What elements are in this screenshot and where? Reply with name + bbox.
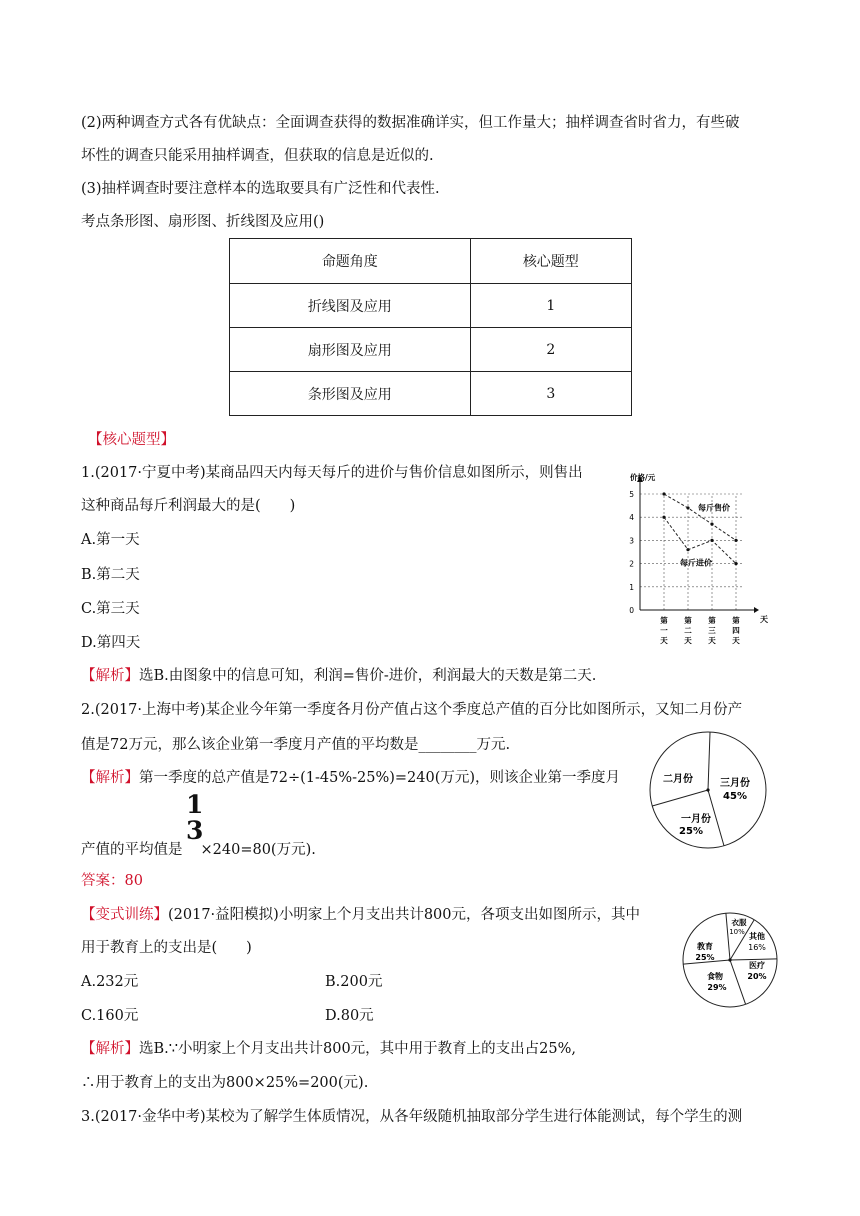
- table-cell: 1: [470, 284, 631, 328]
- analysis-tag: 【解析】: [81, 1041, 139, 1057]
- pie-label-jan: 一月份: [681, 814, 711, 825]
- data-point: [662, 492, 665, 495]
- q1-line2: 这种商品每斤利润最大的是( ): [81, 498, 296, 514]
- topic-table: [229, 238, 632, 416]
- q1-line1: 1.(2017·宁夏中考)某商品四天内每天每斤的进价与售价信息如图所示，则售出: [81, 465, 583, 481]
- pie-label-feb: 二月份: [663, 774, 693, 785]
- data-point: [686, 548, 689, 551]
- pie-pct-cloth: 10%: [729, 928, 745, 936]
- pie-pct-jan: 25%: [679, 826, 703, 837]
- pie-label-food: 食物: [707, 972, 723, 981]
- variant-option-d: D.80元: [325, 1008, 374, 1024]
- para-3: (3)抽样调查时要注意样本的选取要具有广泛性和代表性.: [81, 181, 440, 197]
- q3-line1: 3.(2017·金华中考)某校为了解学生体质情况，从各年级随机抽取部分学生进行体能测试，每个学生的测: [81, 1109, 743, 1125]
- data-point: [734, 562, 737, 565]
- pie-label-other: 其他: [749, 932, 765, 941]
- variant-option-a: A.232元: [81, 974, 139, 990]
- quarter-pie-chart: [648, 728, 772, 852]
- table-row: [230, 284, 632, 328]
- table-header-row: [230, 239, 632, 284]
- y-tick-label: 1: [629, 582, 634, 592]
- x-tick-label: 第: [708, 616, 716, 625]
- table-cell: 2: [470, 328, 631, 372]
- x-tick-label: 二: [684, 626, 692, 635]
- variant-analysis-line1: [81, 1037, 576, 1058]
- sell-price-label: 每斤售价: [698, 503, 730, 513]
- x-tick-label: 天: [660, 636, 668, 645]
- data-point: [686, 506, 689, 509]
- pie-pct-med: 20%: [747, 972, 767, 981]
- fraction-denominator: 3: [186, 816, 204, 845]
- analysis-tag: 【解析】: [81, 770, 139, 786]
- q2-line2: 值是72万元，那么该企业第一季度月产值的平均数是________万元.: [81, 737, 511, 753]
- pie-pct-edu: 25%: [695, 953, 715, 962]
- x-tick-label: 一: [660, 626, 668, 635]
- fraction-numerator: 1: [186, 790, 204, 819]
- x-tick-label: 第: [660, 616, 668, 625]
- variant-line1: [81, 903, 640, 924]
- x-tick-label: 四: [732, 626, 740, 635]
- q2-analysis-line2: [81, 838, 316, 859]
- q2-line1: 2.(2017·上海中考)某企业今年第一季度各月份产值占这个季度总产值的百分比如图所示，又知二月份产: [81, 702, 743, 718]
- pie-label-cloth: 衣服: [731, 918, 747, 927]
- q1-option-c: C.第三天: [81, 601, 140, 617]
- q1-option-d: D.第四天: [81, 635, 141, 651]
- y-tick-label: 3: [629, 536, 634, 546]
- analysis-pre: 产值的平均值是: [81, 842, 183, 858]
- section-title: 【核心题型】: [88, 432, 175, 448]
- variant-option-b: B.200元: [325, 974, 383, 990]
- pie-center: [728, 958, 731, 961]
- data-point: [710, 539, 713, 542]
- pie-label-med: 医疗: [749, 961, 765, 970]
- y-tick-label: 2: [629, 559, 634, 569]
- pie-label-edu: 教育: [697, 942, 713, 951]
- table-cell: 扇形图及应用: [230, 328, 471, 372]
- x-tick-label: 天: [708, 636, 716, 645]
- x-tick-label: 三: [708, 626, 716, 635]
- analysis-tag: 【解析】: [81, 668, 139, 684]
- analysis-text: 选B.由图象中的信息可知，利润=售价-进价，利润最大的天数是第二天.: [139, 668, 597, 684]
- table-cell: 折线图及应用: [230, 284, 471, 328]
- x-tick-label: 天: [732, 636, 740, 645]
- data-point: [662, 516, 665, 519]
- data-point: [710, 523, 713, 526]
- x-tick-label: 第: [684, 616, 692, 625]
- cost-price-label: 每斤进价: [680, 558, 712, 568]
- pie-label-mar: 三月份: [720, 778, 750, 789]
- y-axis-label: 价格/元: [630, 473, 656, 482]
- variant-tag: 【变式训练】: [81, 907, 168, 923]
- analysis-post: ×240=80(万元).: [200, 842, 316, 858]
- q1-option-a: A.第一天: [81, 532, 140, 548]
- y-tick-label: 0: [629, 606, 634, 615]
- pie-pct-mar: 45%: [723, 791, 747, 802]
- analysis-text: 第一季度的总产值是72÷(1-45%-25%)=240(万元)，则该企业第一季度月: [139, 770, 621, 786]
- kaodian-heading: 考点条形图、扇形图、折线图及应用(): [81, 214, 325, 230]
- data-point: [734, 539, 737, 542]
- fraction: [186, 792, 203, 844]
- table-cell: 条形图及应用: [230, 372, 471, 416]
- variant-analysis-line2: ∴用于教育上的支出为800×25%=200(元).: [81, 1075, 369, 1091]
- variant-text: (2017·益阳模拟)小明家上个月支出共计800元，各项支出如图所示，其中: [168, 907, 640, 923]
- analysis-text: 选B.∵小明家上个月支出共计800元，其中用于教育上的支出占25%,: [139, 1041, 577, 1057]
- table-row: [230, 372, 632, 416]
- pie-center: [706, 788, 709, 791]
- q1-analysis: [81, 664, 596, 685]
- pie-pct-food: 29%: [707, 983, 727, 992]
- price-line-chart: [620, 473, 768, 648]
- q1-option-b: B.第二天: [81, 567, 140, 583]
- expense-pie-chart: [680, 910, 780, 1010]
- y-tick-label: 5: [629, 490, 634, 499]
- table-header-cell: 命题角度: [230, 239, 471, 284]
- x-tick-label: 第: [732, 616, 740, 625]
- table-row: [230, 328, 632, 372]
- para-2-line1: (2)两种调查方式各有优缺点：全面调查获得的数据准确详实，但工作量大；抽样调查省时省力，有些破: [81, 115, 740, 131]
- variant-option-c: C.160元: [81, 1008, 139, 1024]
- x-axis-label: 天: [760, 615, 768, 624]
- table-header-cell: 核心题型: [470, 239, 631, 284]
- x-axis-arrow: [754, 607, 759, 613]
- para-2-line2: 坏性的调查只能采用抽样调查，但获取的信息是近似的.: [81, 148, 434, 164]
- x-tick-label: 天: [684, 636, 692, 645]
- y-tick-label: 4: [629, 513, 634, 523]
- q2-answer: 答案：80: [81, 873, 143, 889]
- pie-pct-other: 16%: [748, 943, 766, 952]
- table-cell: 3: [470, 372, 631, 416]
- q2-analysis-line1: [81, 766, 620, 787]
- variant-line2: 用于教育上的支出是( ): [81, 940, 252, 956]
